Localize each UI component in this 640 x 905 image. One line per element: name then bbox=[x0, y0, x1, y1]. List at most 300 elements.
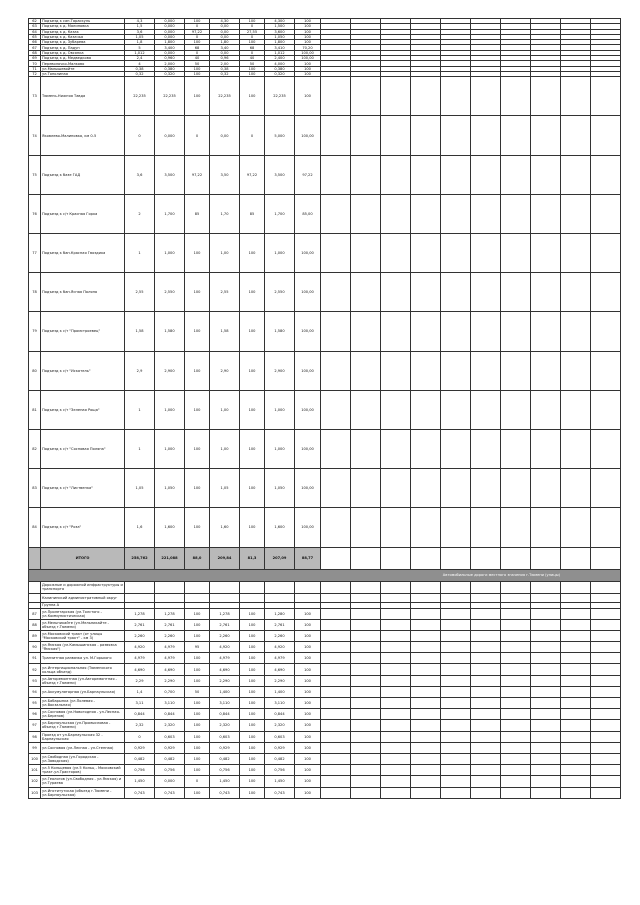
empty-cell bbox=[471, 709, 501, 720]
empty-cell bbox=[591, 593, 621, 602]
empty-cell bbox=[351, 77, 381, 116]
empty-cell bbox=[381, 686, 411, 697]
empty-cell bbox=[471, 742, 501, 753]
empty-cell bbox=[441, 630, 471, 641]
empty-cell bbox=[471, 116, 501, 155]
empty-cell bbox=[501, 765, 531, 776]
value-g: 100 bbox=[295, 720, 321, 731]
value-d: 1,278 bbox=[210, 608, 240, 619]
empty-cell bbox=[381, 664, 411, 675]
value-b: 0,482 bbox=[155, 753, 185, 764]
value-g: 100 bbox=[295, 630, 321, 641]
empty-cell bbox=[501, 469, 531, 508]
empty-cell bbox=[471, 581, 501, 593]
row-number: 79 bbox=[29, 312, 41, 351]
empty-cell bbox=[411, 116, 441, 155]
value-f: 3,500 bbox=[265, 155, 295, 194]
empty-cell bbox=[381, 273, 411, 312]
value-a: 1,012 bbox=[125, 50, 155, 55]
table-row bbox=[29, 765, 621, 776]
road-name: Подъезд к базе ГАД bbox=[41, 155, 125, 194]
empty-cell bbox=[591, 630, 621, 641]
road-name: ул.Аккумуляторная (ул.Барнаульская) bbox=[41, 686, 125, 697]
empty-cell bbox=[351, 351, 381, 390]
row-number: 102 bbox=[29, 776, 41, 787]
value-a: 3,6 bbox=[125, 155, 155, 194]
value-a: 0,929 bbox=[125, 742, 155, 753]
value-a: 0,756 bbox=[125, 765, 155, 776]
value-c: 0 bbox=[185, 50, 210, 55]
empty-cell bbox=[441, 642, 471, 653]
value-c: 97,22 bbox=[185, 29, 210, 34]
empty-cell bbox=[411, 273, 441, 312]
empty-cell bbox=[471, 630, 501, 641]
empty-cell bbox=[531, 234, 561, 273]
value-d: 0,32 bbox=[210, 71, 240, 76]
empty-cell bbox=[531, 116, 561, 155]
table-row bbox=[29, 351, 621, 390]
empty-cell bbox=[381, 742, 411, 753]
empty-cell bbox=[561, 593, 591, 602]
value-d: 1,450 bbox=[210, 776, 240, 787]
value-e: 100 bbox=[240, 686, 265, 697]
value-e: 0 bbox=[240, 24, 265, 29]
empty-cell bbox=[591, 753, 621, 764]
value-g: 100 bbox=[295, 653, 321, 664]
empty-cell bbox=[351, 776, 381, 787]
empty-cell bbox=[441, 720, 471, 731]
value-b: 2,550 bbox=[155, 273, 185, 312]
value-g: 100 bbox=[295, 765, 321, 776]
empty-cell bbox=[471, 776, 501, 787]
value-f: 3,110 bbox=[265, 698, 295, 709]
value-a: 1,450 bbox=[125, 776, 155, 787]
value-e: 100 bbox=[240, 720, 265, 731]
empty-cell bbox=[321, 581, 351, 593]
value-f: 4,000 bbox=[265, 61, 295, 66]
value-d: 1,400 bbox=[210, 686, 240, 697]
empty-cell bbox=[321, 273, 351, 312]
empty-cell bbox=[591, 155, 621, 194]
road-name: ул.Геологов (ул.Свободная - ул.Ямская) и ул.Тураева bbox=[41, 776, 125, 787]
empty-cell bbox=[591, 77, 621, 116]
value-c: 100 bbox=[185, 698, 210, 709]
empty-cell bbox=[381, 653, 411, 664]
empty-cell bbox=[591, 776, 621, 787]
value-d: 1,00 bbox=[210, 390, 240, 429]
value-a: 1 bbox=[125, 390, 155, 429]
empty-cell bbox=[531, 664, 561, 675]
value-f: 1,000 bbox=[265, 234, 295, 273]
road-name: Подъезд к д. Зубарева bbox=[41, 40, 125, 45]
value-e: 100 bbox=[240, 619, 265, 630]
value-a: 0 bbox=[125, 731, 155, 742]
empty-cell bbox=[561, 429, 591, 468]
road-name: ул.Московский тракт (от улицы "Московский тракт" - км 3) bbox=[41, 630, 125, 641]
row-number: 82 bbox=[29, 429, 41, 468]
road-name: Транзитная развязка ул. М.Горького bbox=[41, 653, 125, 664]
empty-cell bbox=[591, 709, 621, 720]
value-e: 100 bbox=[240, 675, 265, 686]
empty-cell bbox=[295, 593, 321, 602]
value-g: 100,00 bbox=[295, 508, 321, 547]
empty-cell bbox=[411, 731, 441, 742]
empty-cell bbox=[531, 581, 561, 593]
value-c: 100 bbox=[185, 77, 210, 116]
empty-cell bbox=[501, 686, 531, 697]
empty-cell bbox=[591, 765, 621, 776]
value-g: 100,00 bbox=[295, 469, 321, 508]
empty-cell bbox=[501, 664, 531, 675]
empty-cell bbox=[591, 312, 621, 351]
value-f: 22,235 bbox=[265, 77, 295, 116]
empty-cell bbox=[210, 581, 240, 593]
empty-cell bbox=[351, 720, 381, 731]
empty-cell bbox=[441, 664, 471, 675]
road-name: ул.Малышевойте bbox=[41, 66, 125, 71]
empty-cell bbox=[441, 234, 471, 273]
road-name: Подъезд к бан.Красная Гвоздика bbox=[41, 234, 125, 273]
value-g: 100 bbox=[295, 742, 321, 753]
total-b: 221,088 bbox=[155, 547, 185, 569]
empty-cell bbox=[501, 709, 531, 720]
empty-cell bbox=[411, 547, 441, 569]
empty-cell bbox=[501, 547, 531, 569]
empty-cell bbox=[351, 593, 381, 602]
value-d: 4,920 bbox=[210, 642, 240, 653]
empty-cell bbox=[411, 593, 441, 602]
value-f: 2,320 bbox=[265, 720, 295, 731]
empty-cell bbox=[501, 77, 531, 116]
empty-cell bbox=[321, 787, 351, 798]
empty-cell bbox=[591, 429, 621, 468]
empty-cell bbox=[501, 312, 531, 351]
empty-cell bbox=[185, 593, 210, 602]
value-f: 2,400 bbox=[265, 56, 295, 61]
road-name: ул.Институтская (объезд г.Тюмени - ул.Барнаульская) bbox=[41, 787, 125, 798]
empty-cell bbox=[441, 731, 471, 742]
empty-cell bbox=[471, 194, 501, 233]
empty-cell bbox=[321, 469, 351, 508]
value-d: 22,235 bbox=[210, 77, 240, 116]
value-f: 1,700 bbox=[265, 194, 295, 233]
road-name: ул.Пролетарская (ул.Толстого - ул.Коммунистическая) bbox=[41, 608, 125, 619]
value-b: 0,844 bbox=[155, 709, 185, 720]
road-name: Яковлево-Малиновка, км 0-5 bbox=[41, 116, 125, 155]
empty-cell bbox=[29, 547, 41, 569]
value-a: 22,235 bbox=[125, 77, 155, 116]
empty-cell bbox=[501, 608, 531, 619]
table-row bbox=[29, 720, 621, 731]
table-row bbox=[29, 776, 621, 787]
value-a: 4 bbox=[125, 61, 155, 66]
value-b: 0,000 bbox=[155, 50, 185, 55]
empty-cell bbox=[561, 787, 591, 798]
value-d: 0,844 bbox=[210, 709, 240, 720]
value-c: 95 bbox=[185, 642, 210, 653]
total-g: 88,77 bbox=[295, 547, 321, 569]
value-d: 2,260 bbox=[210, 630, 240, 641]
row-number: 71 bbox=[29, 66, 41, 71]
empty-cell bbox=[561, 155, 591, 194]
empty-cell bbox=[531, 593, 561, 602]
table-row bbox=[29, 731, 621, 742]
empty-cell bbox=[471, 508, 501, 547]
empty-cell bbox=[441, 742, 471, 753]
table-row bbox=[29, 686, 621, 697]
value-d: 0,603 bbox=[210, 731, 240, 742]
empty-cell bbox=[471, 765, 501, 776]
road-name: Проезд от ул.Барнаульская 32 - Барнаульская bbox=[41, 731, 125, 742]
empty-cell bbox=[561, 776, 591, 787]
value-a: 3,11 bbox=[125, 698, 155, 709]
empty-cell bbox=[411, 787, 441, 798]
value-b: 0,756 bbox=[155, 765, 185, 776]
empty-cell bbox=[381, 194, 411, 233]
total-label: ИТОГО bbox=[41, 547, 125, 569]
value-e: 0 bbox=[240, 34, 265, 39]
value-c: 97,22 bbox=[185, 155, 210, 194]
empty-cell bbox=[471, 664, 501, 675]
empty-cell bbox=[531, 547, 561, 569]
value-b: 22,235 bbox=[155, 77, 185, 116]
row-number: 75 bbox=[29, 155, 41, 194]
value-e: 100 bbox=[240, 390, 265, 429]
empty-cell bbox=[441, 753, 471, 764]
road-table-section1 bbox=[28, 18, 621, 799]
value-g: 100 bbox=[295, 66, 321, 71]
value-d: 0,96 bbox=[210, 56, 240, 61]
row-number: 73 bbox=[29, 77, 41, 116]
empty-cell bbox=[411, 390, 441, 429]
empty-cell bbox=[381, 155, 411, 194]
road-name: Подъезд к д. Казачья bbox=[41, 34, 125, 39]
value-d: 1,05 bbox=[210, 469, 240, 508]
empty-cell bbox=[351, 469, 381, 508]
row-number: 101 bbox=[29, 765, 41, 776]
row-number: 74 bbox=[29, 116, 41, 155]
row-number: 95 bbox=[29, 698, 41, 709]
row-number: 64 bbox=[29, 29, 41, 34]
empty-cell bbox=[240, 593, 265, 602]
empty-cell bbox=[561, 390, 591, 429]
empty-cell bbox=[351, 194, 381, 233]
value-a: 2,32 bbox=[125, 720, 155, 731]
value-g: 100,00 bbox=[295, 312, 321, 351]
empty-cell bbox=[531, 351, 561, 390]
value-g: 100 bbox=[295, 34, 321, 39]
value-d: 4,30 bbox=[210, 19, 240, 24]
road-name: ул.Тополиная bbox=[41, 71, 125, 76]
empty-cell bbox=[531, 77, 561, 116]
empty-cell bbox=[321, 429, 351, 468]
empty-cell bbox=[591, 273, 621, 312]
table-row bbox=[29, 698, 621, 709]
table-row bbox=[29, 653, 621, 664]
value-a: 2,9 bbox=[125, 351, 155, 390]
empty-cell bbox=[591, 116, 621, 155]
empty-cell bbox=[321, 709, 351, 720]
value-g: 100 bbox=[295, 40, 321, 45]
value-d: 4,979 bbox=[210, 653, 240, 664]
empty-cell bbox=[471, 312, 501, 351]
empty-cell bbox=[381, 547, 411, 569]
section-header-hdr1: Дорожные и дорожной инфраструктуры и транспорта bbox=[42, 583, 123, 592]
empty-cell bbox=[471, 547, 501, 569]
empty-cell bbox=[381, 709, 411, 720]
empty-cell bbox=[351, 116, 381, 155]
empty-cell bbox=[411, 234, 441, 273]
value-f: 1,012 bbox=[265, 50, 295, 55]
section-header-hdr2: Калининский административный округ bbox=[41, 593, 125, 602]
empty-cell bbox=[591, 731, 621, 742]
value-e: 100 bbox=[240, 273, 265, 312]
empty-cell bbox=[411, 709, 441, 720]
value-b: 4,690 bbox=[155, 664, 185, 675]
value-b: 2,290 bbox=[155, 675, 185, 686]
value-f: 4,690 bbox=[265, 664, 295, 675]
empty-cell bbox=[591, 664, 621, 675]
row-number: 103 bbox=[29, 787, 41, 798]
empty-cell bbox=[561, 664, 591, 675]
value-c: 100 bbox=[185, 753, 210, 764]
value-g: 100 bbox=[295, 787, 321, 798]
empty-cell bbox=[501, 698, 531, 709]
empty-cell bbox=[351, 619, 381, 630]
value-f: 0,743 bbox=[265, 787, 295, 798]
empty-cell bbox=[531, 698, 561, 709]
table-row bbox=[29, 753, 621, 764]
value-e: 100 bbox=[240, 642, 265, 653]
empty-cell bbox=[441, 351, 471, 390]
value-g: 100,00 bbox=[295, 390, 321, 429]
empty-cell bbox=[411, 608, 441, 619]
empty-cell bbox=[591, 469, 621, 508]
value-d: 2,00 bbox=[210, 61, 240, 66]
section-header-row bbox=[29, 593, 621, 602]
empty-cell bbox=[411, 77, 441, 116]
value-b: 2,761 bbox=[155, 619, 185, 630]
total-row bbox=[29, 547, 621, 569]
empty-cell bbox=[591, 686, 621, 697]
road-name: Подъезд к бан.Ясная Поляна bbox=[41, 273, 125, 312]
value-e: 0 bbox=[240, 50, 265, 55]
value-g: 85,00 bbox=[295, 194, 321, 233]
value-b: 0,700 bbox=[155, 686, 185, 697]
road-name: ул.Авторемонтная (ул.Авторемонтная - объезд г.Тюмени) bbox=[41, 675, 125, 686]
empty-cell bbox=[351, 581, 381, 593]
road-name: ул.Интернациональная (Тюменского кольца объезд) bbox=[41, 664, 125, 675]
value-d: 1,70 bbox=[210, 194, 240, 233]
empty-cell bbox=[381, 642, 411, 653]
road-name: ул.Барнаульская (ул.Промысловая - объезд г.Тюмени) bbox=[41, 720, 125, 731]
empty-cell bbox=[265, 593, 295, 602]
value-a: 4,979 bbox=[125, 653, 155, 664]
empty-cell bbox=[381, 787, 411, 798]
value-g: 100 bbox=[295, 24, 321, 29]
value-a: 2,55 bbox=[125, 273, 155, 312]
value-f: 4,300 bbox=[265, 19, 295, 24]
value-c: 68 bbox=[185, 45, 210, 50]
value-c: 100 bbox=[185, 234, 210, 273]
value-e: 100 bbox=[240, 698, 265, 709]
empty-cell bbox=[501, 351, 531, 390]
empty-cell bbox=[531, 429, 561, 468]
empty-cell bbox=[531, 608, 561, 619]
empty-cell bbox=[531, 720, 561, 731]
road-name: ул.Сосновая (ул.Новогодняя - ул.Лесная-ул.Березов) bbox=[41, 709, 125, 720]
empty-cell bbox=[561, 619, 591, 630]
row-number: 100 bbox=[29, 753, 41, 764]
empty-cell bbox=[441, 194, 471, 233]
empty-cell bbox=[411, 642, 441, 653]
empty-cell bbox=[441, 653, 471, 664]
empty-cell bbox=[381, 776, 411, 787]
value-a: 0,844 bbox=[125, 709, 155, 720]
value-b: 1,050 bbox=[155, 469, 185, 508]
value-e: 100 bbox=[240, 71, 265, 76]
value-b: 4,979 bbox=[155, 642, 185, 653]
empty-cell bbox=[531, 653, 561, 664]
empty-cell bbox=[321, 508, 351, 547]
value-g: 100,00 bbox=[295, 56, 321, 61]
value-a: 4,690 bbox=[125, 664, 155, 675]
section-header-group: Группа А bbox=[41, 602, 125, 608]
road-name: Подъезд к д. Малиновка bbox=[41, 24, 125, 29]
empty-cell bbox=[321, 608, 351, 619]
empty-cell bbox=[351, 787, 381, 798]
value-g: 100 bbox=[295, 619, 321, 630]
empty-cell bbox=[441, 581, 471, 593]
value-d: 1,58 bbox=[210, 312, 240, 351]
value-c: 100 bbox=[185, 619, 210, 630]
empty-cell bbox=[441, 155, 471, 194]
value-c: 100 bbox=[185, 273, 210, 312]
table-row bbox=[29, 742, 621, 753]
empty-cell bbox=[471, 731, 501, 742]
empty-cell bbox=[411, 312, 441, 351]
value-e: 100 bbox=[240, 709, 265, 720]
empty-cell bbox=[561, 720, 591, 731]
empty-cell bbox=[471, 720, 501, 731]
value-c: 100 bbox=[185, 351, 210, 390]
empty-cell bbox=[531, 742, 561, 753]
value-b: 3,400 bbox=[155, 45, 185, 50]
total-e: 81,3 bbox=[240, 547, 265, 569]
value-a: 0,38 bbox=[125, 66, 155, 71]
empty-cell bbox=[531, 630, 561, 641]
road-name: Подъезд к сан.Тараскуль bbox=[41, 19, 125, 24]
table-row bbox=[29, 77, 621, 116]
empty-cell bbox=[531, 765, 561, 776]
empty-cell bbox=[29, 593, 41, 602]
empty-cell bbox=[321, 753, 351, 764]
value-b: 0,743 bbox=[155, 787, 185, 798]
value-e: 100 bbox=[240, 776, 265, 787]
section-band-title: Автомобильные дороги местного значения г.Тюмени (улицы) bbox=[29, 569, 621, 581]
empty-cell bbox=[381, 429, 411, 468]
value-g: 100 bbox=[295, 77, 321, 116]
empty-cell bbox=[411, 581, 441, 593]
empty-cell bbox=[351, 390, 381, 429]
value-f: 1,050 bbox=[265, 34, 295, 39]
row-number: 63 bbox=[29, 24, 41, 29]
empty-cell bbox=[501, 753, 531, 764]
empty-cell bbox=[561, 653, 591, 664]
table-row bbox=[29, 273, 621, 312]
empty-cell bbox=[471, 686, 501, 697]
row-number: 66 bbox=[29, 40, 41, 45]
